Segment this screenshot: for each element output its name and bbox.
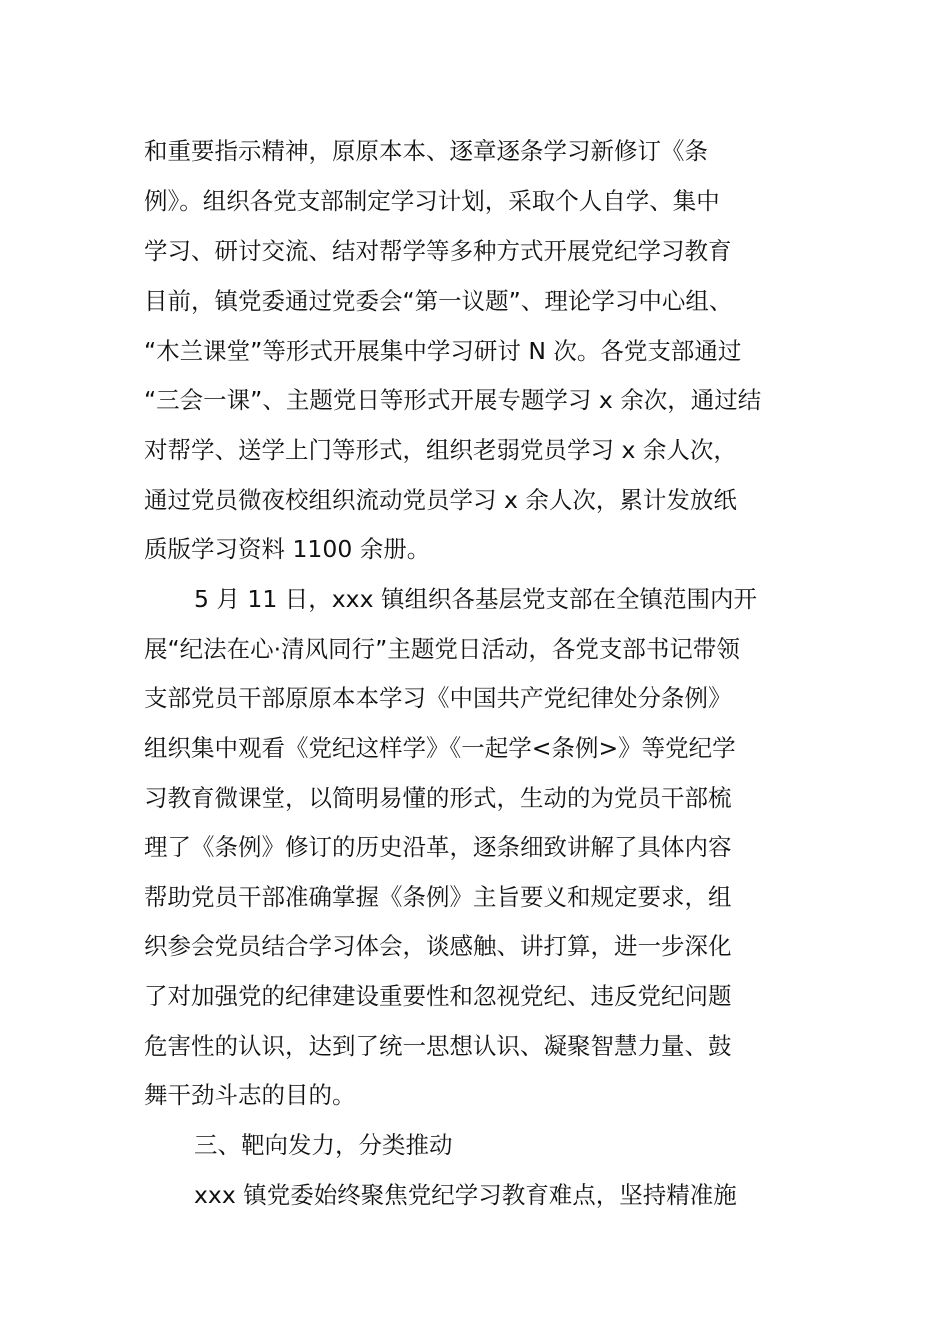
paragraph-line: 学习、研讨交流、结对帮学等多种方式开展党纪学习教育 <box>144 237 732 265</box>
paragraph-line: 质版学习资料 1100 余册。 <box>144 535 431 563</box>
paragraph-line: 理了《条例》修订的历史沿革，逐条细致讲解了具体内容 <box>144 833 732 861</box>
paragraph-line: 习教育微课堂，以简明易懂的形式，生动的为党员干部梳 <box>144 784 732 812</box>
paragraph-line: 目前，镇党委通过党委会“第一议题”、理论学习中心组、 <box>144 287 733 315</box>
paragraph-line: 织参会党员结合学习体会，谈感触、讲打算，进一步深化 <box>144 932 732 960</box>
paragraph-line: 舞干劲斗志的目的。 <box>144 1081 356 1109</box>
paragraph-line: 支部党员干部原原本本学习《中国共产党纪律处分条例》 <box>144 684 732 712</box>
paragraph-line: 对帮学、送学上门等形式，组织老弱党员学习 x 余人次， <box>144 436 737 464</box>
paragraph-line: 例》。组织各党支部制定学习计划，采取个人自学、集中 <box>144 187 720 215</box>
paragraph-line: 帮助党员干部准确掌握《条例》主旨要义和规定要求，组 <box>144 883 732 911</box>
paragraph-line: 危害性的认识，达到了统一思想认识、凝聚智慧力量、鼓 <box>144 1032 732 1060</box>
paragraph-line: 和重要指示精神，原原本本、逐章逐条学习新修订《条 <box>144 137 708 165</box>
paragraph-line: 展“纪法在心·清风同行”主题党日活动，各党支部书记带领 <box>144 635 740 663</box>
paragraph-line: “木兰课堂”等形式开展集中学习研讨 N 次。各党支部通过 <box>144 337 742 365</box>
section-heading: 三、靶向发力，分类推动 <box>194 1131 453 1159</box>
paragraph-line: xxx 镇党委始终聚焦党纪学习教育难点，坚持精准施 <box>194 1181 737 1209</box>
paragraph-line: 了对加强党的纪律建设重要性和忽视党纪、违反党纪问题 <box>144 982 732 1010</box>
paragraph-line: 通过党员微夜校组织流动党员学习 x 余人次，累计发放纸 <box>144 486 737 514</box>
paragraph-line: 5 月 11 日，xxx 镇组织各基层党支部在全镇范围内开 <box>194 585 757 613</box>
paragraph-line: “三会一课”、主题党日等形式开展专题学习 x 余次，通过结 <box>144 386 762 414</box>
paragraph-line: 组织集中观看《党纪这样学》《一起学<条例>》等党纪学 <box>144 734 736 762</box>
